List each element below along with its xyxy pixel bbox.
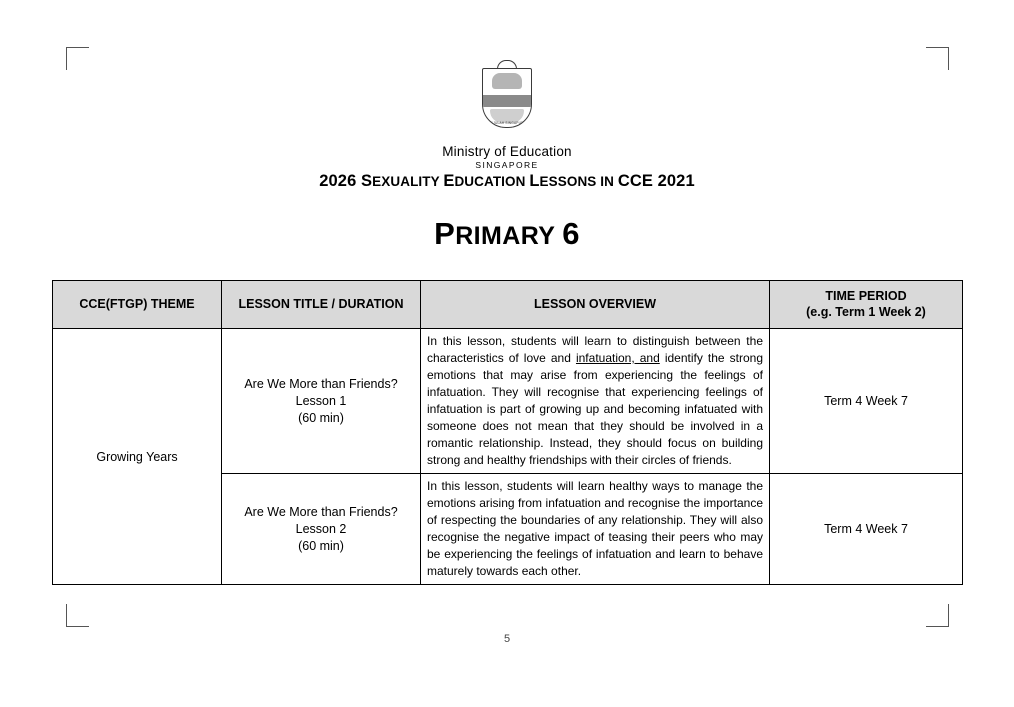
document-title	[0, 172, 1014, 191]
column-header-time-period-line1: TIME PERIOD	[825, 288, 907, 303]
lesson-duration-text: (60 min)	[298, 410, 344, 425]
document-subtitle-level: 6	[562, 216, 580, 251]
document-title-lessons-in: ESSONS IN	[539, 174, 618, 189]
moe-logo-block	[0, 60, 1014, 170]
ministry-country: SINGAPORE	[475, 160, 539, 170]
table-header-row	[53, 281, 963, 329]
lesson-title-text: Are We More than Friends?	[244, 505, 398, 520]
column-header-lesson-overview: LESSON OVERVIEW	[421, 281, 770, 329]
cell-theme: Growing Years	[53, 329, 222, 585]
lesson-table	[52, 280, 963, 585]
document-title-s: S	[361, 172, 373, 190]
document-title-l: L	[529, 172, 540, 190]
cell-time-period: Term 4 Week 7	[770, 474, 963, 585]
lesson-duration-text: (60 min)	[298, 538, 344, 553]
lesson-title-text: Are We More than Friends?	[244, 376, 398, 391]
singapore-coat-of-arms-icon	[476, 60, 538, 136]
document-title-education: DUCATION	[454, 174, 530, 189]
overview-text-part2: identify the strong emotions that may arise from experiencing the feelings of infatuation. They will recognise that experiencing feelings of infatuation is part of growing up and becoming infatuated with someone does not mean that they should be involved in a romantic relationship. Instead, they should focus on building strong and healthy friendships with their circles of friends.	[427, 351, 763, 468]
cell-time-period: Term 4 Week 7	[770, 329, 963, 474]
document-title-cce: CCE 2021	[617, 172, 695, 190]
crop-mark-bottom-right	[926, 604, 949, 627]
document-subtitle-rimary: RIMARY	[455, 222, 563, 250]
crop-mark-bottom-left	[66, 604, 89, 627]
ministry-name: Ministry of Education	[442, 144, 572, 159]
page-number: 5	[503, 633, 511, 645]
lesson-number-text: Lesson 2	[295, 521, 347, 536]
overview-text-part1: In this lesson, students will learn to distinguish between the characteristics of love and	[427, 334, 763, 366]
column-header-time-period-line2: (e.g. Term 1 Week 2)	[806, 304, 926, 319]
crest-motto-text: MAJULAH SINGAPURA	[488, 121, 526, 125]
cell-lesson-overview	[421, 329, 770, 474]
column-header-lesson-title: LESSON TITLE / DURATION	[222, 281, 421, 329]
cell-lesson-overview	[421, 474, 770, 585]
document-subtitle-p: P	[434, 216, 456, 251]
cell-lesson-title	[222, 474, 421, 585]
cell-lesson-title	[222, 329, 421, 474]
document-subtitle	[0, 216, 1014, 252]
document-title-sexuality: EXUALITY	[372, 174, 444, 189]
overview-text-part1: In this lesson, students will learn healthy ways to manage the emotions arising from infatuation and recognise the importance of respecting the boundaries of any relationship. They will also recognise the negative impact of teasing their peers who may be experiencing the feelings of infatuation and learn to behave maturely towards each other.	[427, 479, 763, 579]
column-header-theme: CCE(FTGP) THEME	[53, 281, 222, 329]
document-title-e: E	[443, 172, 455, 190]
document-title-prefix: 2026	[319, 172, 362, 190]
table-row	[53, 329, 963, 474]
column-header-time-period	[770, 281, 963, 329]
overview-text-underlined: infatuation, and	[575, 351, 660, 366]
lesson-number-text: Lesson 1	[295, 393, 347, 408]
